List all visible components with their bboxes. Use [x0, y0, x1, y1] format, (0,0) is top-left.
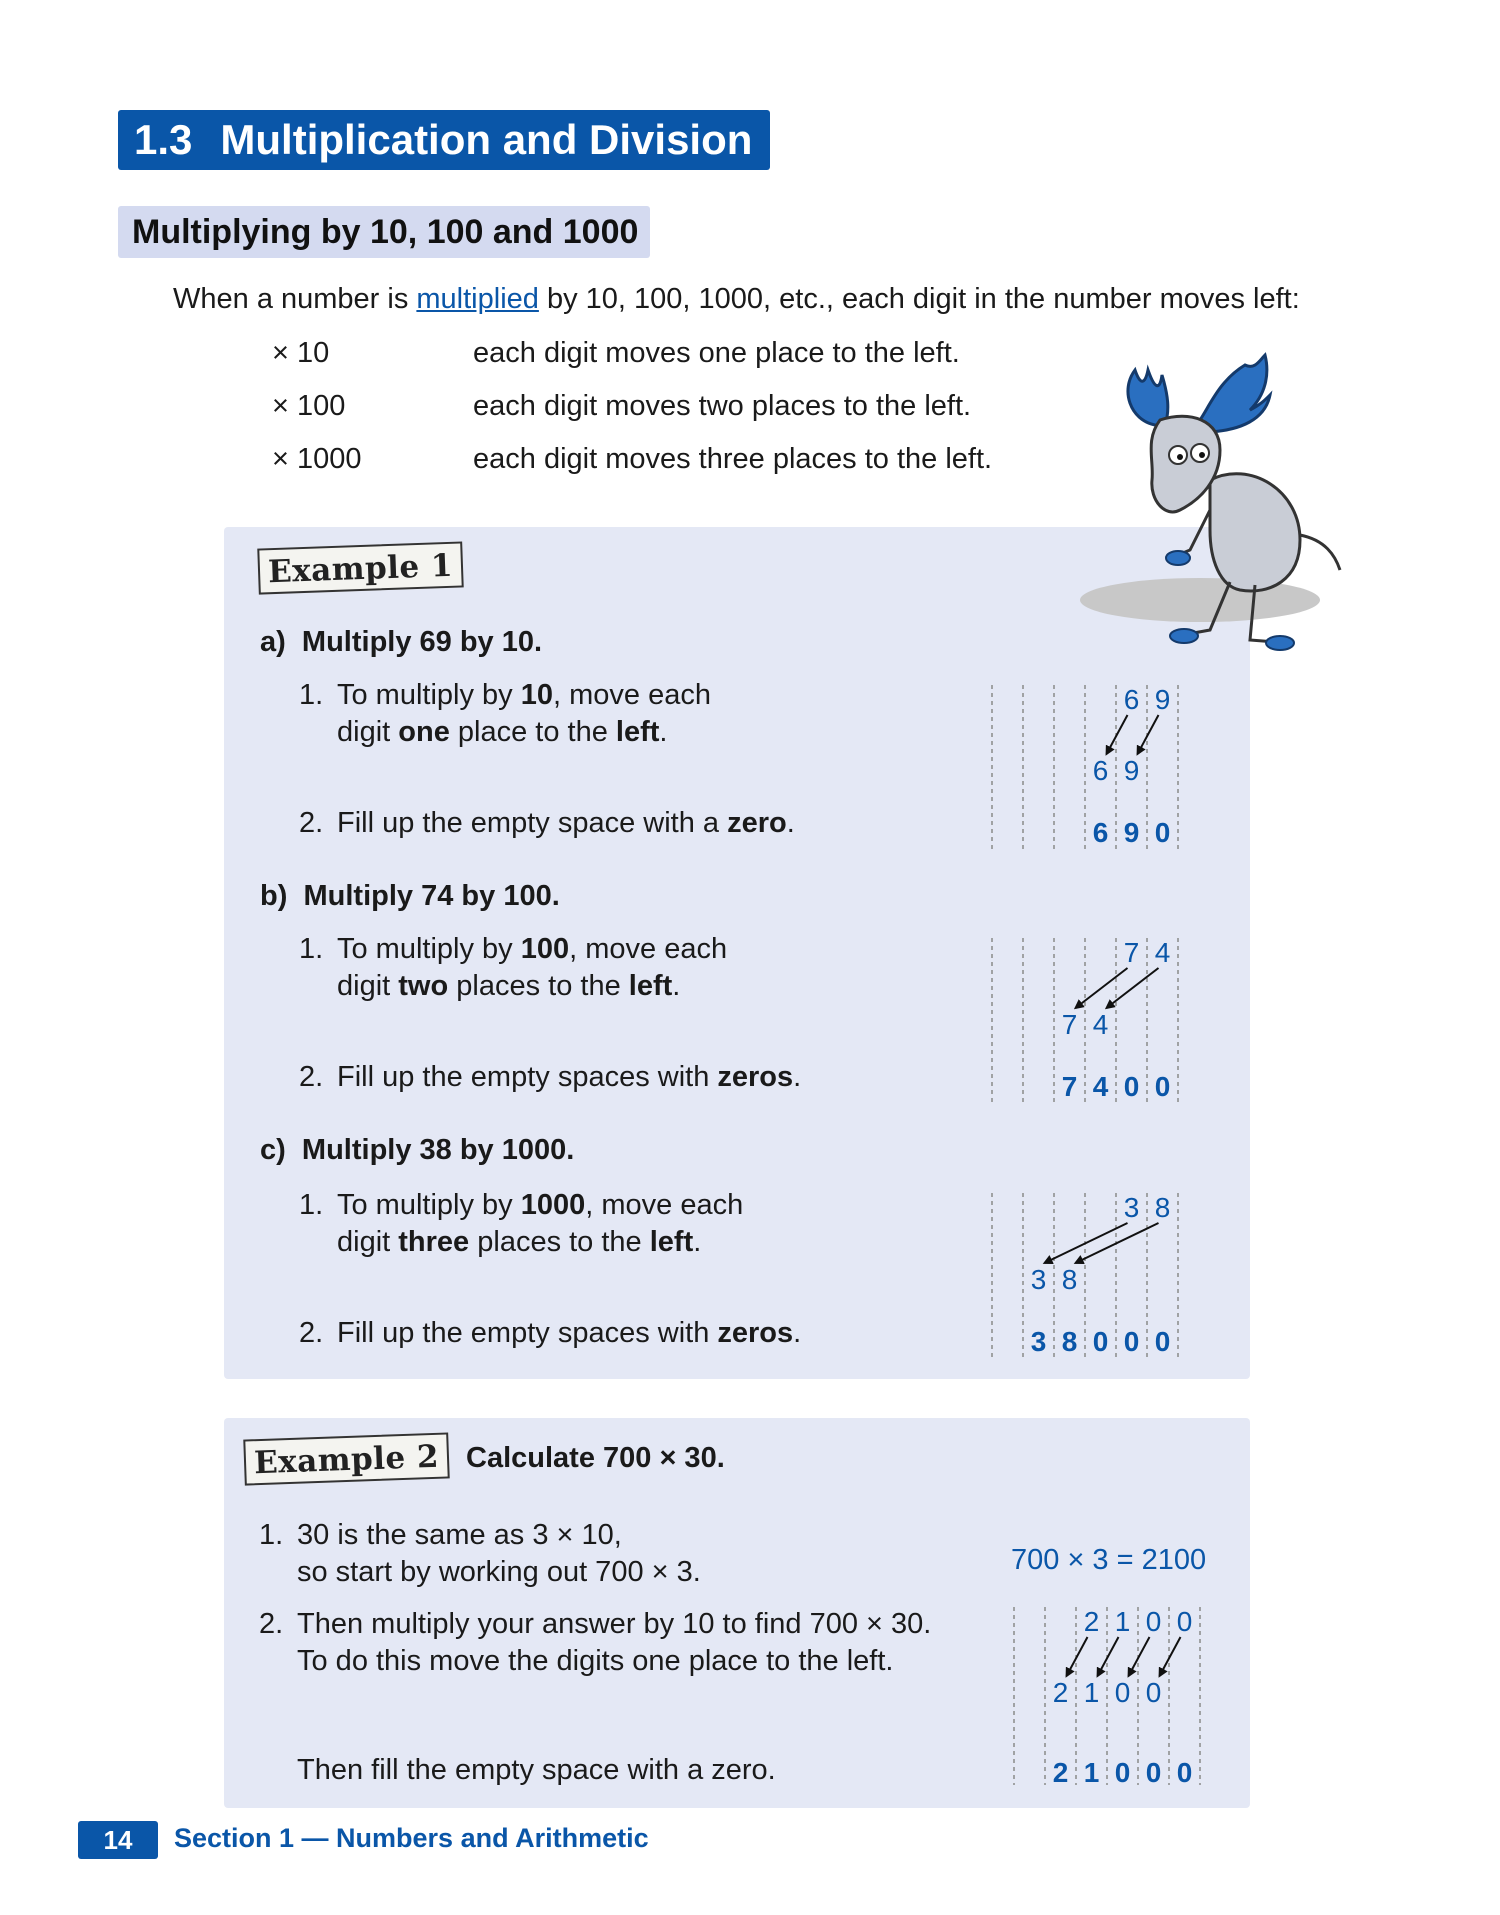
- result-digit: 0: [1114, 1757, 1131, 1788]
- step-bold: zero: [727, 807, 787, 839]
- moved-digit: 9: [1123, 755, 1140, 786]
- result-digit: 9: [1123, 817, 1140, 848]
- original-digit: 0: [1176, 1606, 1193, 1637]
- step-text: Fill up the empty space with a: [337, 807, 728, 839]
- step-text: .: [793, 1317, 802, 1349]
- result-digit: 0: [1154, 817, 1171, 848]
- part-letter: a): [260, 626, 286, 658]
- step-text: , move each: [569, 933, 728, 965]
- original-digit: 8: [1154, 1192, 1171, 1223]
- subsection-heading: Multiplying by 10, 100 and 1000: [118, 206, 650, 258]
- result-digit: 3: [1030, 1326, 1047, 1357]
- move-arrow: [1098, 1637, 1119, 1676]
- result-digit: 0: [1123, 1326, 1140, 1357]
- step-text: To do this move the digits one place to the left.: [297, 1645, 894, 1677]
- moved-digit: 4: [1092, 1009, 1109, 1040]
- result-digit: 6: [1092, 817, 1109, 848]
- step-text: , move each: [553, 679, 711, 711]
- step-bold: zeros: [717, 1061, 794, 1093]
- step-text: .: [672, 970, 681, 1002]
- step-bold: left: [615, 716, 660, 748]
- step-bold: zeros: [717, 1317, 794, 1349]
- step-number: 2.: [299, 807, 324, 839]
- glossary-link-multiplied[interactable]: multiplied: [416, 283, 539, 315]
- step-text: so start by working out 700 × 3.: [297, 1556, 701, 1588]
- move-arrow: [1107, 968, 1159, 1008]
- step-bold: 10: [520, 679, 553, 711]
- step-bold: 100: [520, 933, 570, 965]
- original-digit: 6: [1123, 684, 1140, 715]
- step-number: 1.: [299, 679, 324, 711]
- original-digit: 0: [1145, 1606, 1162, 1637]
- result-digit: 8: [1061, 1326, 1078, 1357]
- step-text: Fill up the empty spaces with: [337, 1061, 718, 1093]
- rule-desc: each digit moves one place to the left.: [473, 337, 960, 369]
- moose-illustration: [1060, 350, 1400, 660]
- move-arrow: [1138, 715, 1159, 754]
- moose-pupil: [1199, 452, 1205, 458]
- moved-digit: 0: [1114, 1677, 1131, 1708]
- step-text: .: [786, 807, 795, 839]
- moved-digit: 0: [1145, 1677, 1162, 1708]
- move-arrow: [1160, 1637, 1181, 1676]
- result-digit: 0: [1154, 1326, 1171, 1357]
- step-text: .: [693, 1226, 702, 1258]
- diagram-part-b: [992, 937, 1178, 1104]
- step-number: 1.: [259, 1519, 284, 1551]
- example-2-calc: 700 × 3 = 2100: [1011, 1544, 1207, 1576]
- step-number: 1.: [299, 1189, 324, 1221]
- moved-digit: 2: [1052, 1677, 1069, 1708]
- move-arrow: [1129, 1637, 1150, 1676]
- step-text: Fill up the empty spaces with: [337, 1317, 718, 1349]
- step-text: digit: [337, 716, 399, 748]
- original-digit: 9: [1154, 684, 1171, 715]
- step-text: To multiply by: [337, 933, 521, 965]
- step-text: place to the: [449, 716, 616, 748]
- move-arrow: [1076, 968, 1128, 1008]
- step-text: To multiply by: [337, 679, 521, 711]
- moose-pupil: [1177, 454, 1183, 460]
- result-digit: 0: [1123, 1071, 1140, 1102]
- intro-text-before: When a number is: [173, 283, 417, 315]
- original-digit: 1: [1114, 1606, 1131, 1637]
- original-digit: 2: [1083, 1606, 1100, 1637]
- result-digit: 2: [1052, 1757, 1069, 1788]
- step-number: 2.: [259, 1608, 284, 1640]
- move-arrow: [1107, 715, 1128, 754]
- intro-text-after: by 10, 100, 1000, etc., each digit in the number moves left:: [538, 283, 1300, 315]
- part-title: Multiply 69 by 10.: [301, 626, 543, 658]
- result-digit: 0: [1145, 1757, 1162, 1788]
- step-text: Then multiply your answer by 10 to find 700 × 30.: [297, 1608, 932, 1640]
- step-text: places to the: [469, 1226, 650, 1258]
- step-bold: two: [398, 970, 449, 1002]
- original-digit: 3: [1123, 1192, 1140, 1223]
- step-text: To multiply by: [337, 1189, 521, 1221]
- footer-section-title: Section 1 — Numbers and Arithmetic: [174, 1823, 649, 1853]
- diagram-part-a: [992, 684, 1178, 850]
- rule-op: × 100: [272, 390, 346, 422]
- original-digit: 7: [1123, 937, 1140, 968]
- rule-desc: each digit moves three places to the left.: [473, 443, 993, 475]
- example-1-label: Example 1: [257, 541, 464, 594]
- step-text: .: [659, 716, 668, 748]
- section-number: 1.3: [134, 116, 193, 163]
- result-digit: 0: [1092, 1326, 1109, 1357]
- step-bold: left: [628, 970, 673, 1002]
- part-letter: c): [260, 1134, 286, 1166]
- example-2-question: Calculate 700 × 30.: [466, 1442, 725, 1474]
- step-text: digit: [337, 970, 399, 1002]
- step-number: 1.: [299, 933, 324, 965]
- moved-digit: 7: [1061, 1009, 1078, 1040]
- part-letter: b): [260, 880, 288, 912]
- move-arrow: [1067, 1637, 1088, 1676]
- moved-digit: 3: [1030, 1264, 1047, 1295]
- step-bold: three: [398, 1226, 470, 1258]
- example-2-label: Example 2: [243, 1432, 450, 1485]
- step-number: 2.: [299, 1317, 324, 1349]
- step-text: , move each: [585, 1189, 744, 1221]
- rule-op: × 1000: [272, 443, 362, 475]
- result-digit: 0: [1154, 1071, 1171, 1102]
- original-digit: 4: [1154, 937, 1171, 968]
- result-digit: 7: [1061, 1071, 1078, 1102]
- moose-shadow: [1080, 578, 1320, 622]
- part-title: Multiply 74 by 100.: [303, 880, 560, 912]
- example-2-step-3: Then fill the empty space with a zero.: [297, 1754, 776, 1786]
- page-number: 14: [78, 1821, 158, 1859]
- step-bold: 1000: [520, 1189, 586, 1221]
- part-title: Multiply 38 by 1000.: [301, 1134, 575, 1166]
- rule-op: × 10: [272, 337, 330, 369]
- result-digit: 0: [1176, 1757, 1193, 1788]
- section-title: Multiplication and Division: [220, 116, 753, 163]
- moved-digit: 1: [1083, 1677, 1100, 1708]
- step-bold: left: [649, 1226, 694, 1258]
- step-text: .: [793, 1061, 802, 1093]
- moved-digit: 6: [1092, 755, 1109, 786]
- rule-desc: each digit moves two places to the left.: [473, 390, 972, 422]
- step-bold: one: [398, 716, 450, 748]
- diagram-part-c: [992, 1192, 1178, 1359]
- moved-digit: 8: [1061, 1264, 1078, 1295]
- result-digit: 1: [1083, 1757, 1100, 1788]
- step-text: digit: [337, 1226, 399, 1258]
- diagram-example-2: [1014, 1606, 1200, 1788]
- step-text: 30 is the same as 3 × 10,: [297, 1519, 622, 1551]
- step-text: places to the: [448, 970, 629, 1002]
- result-digit: 4: [1092, 1071, 1109, 1102]
- step-number: 2.: [299, 1061, 324, 1093]
